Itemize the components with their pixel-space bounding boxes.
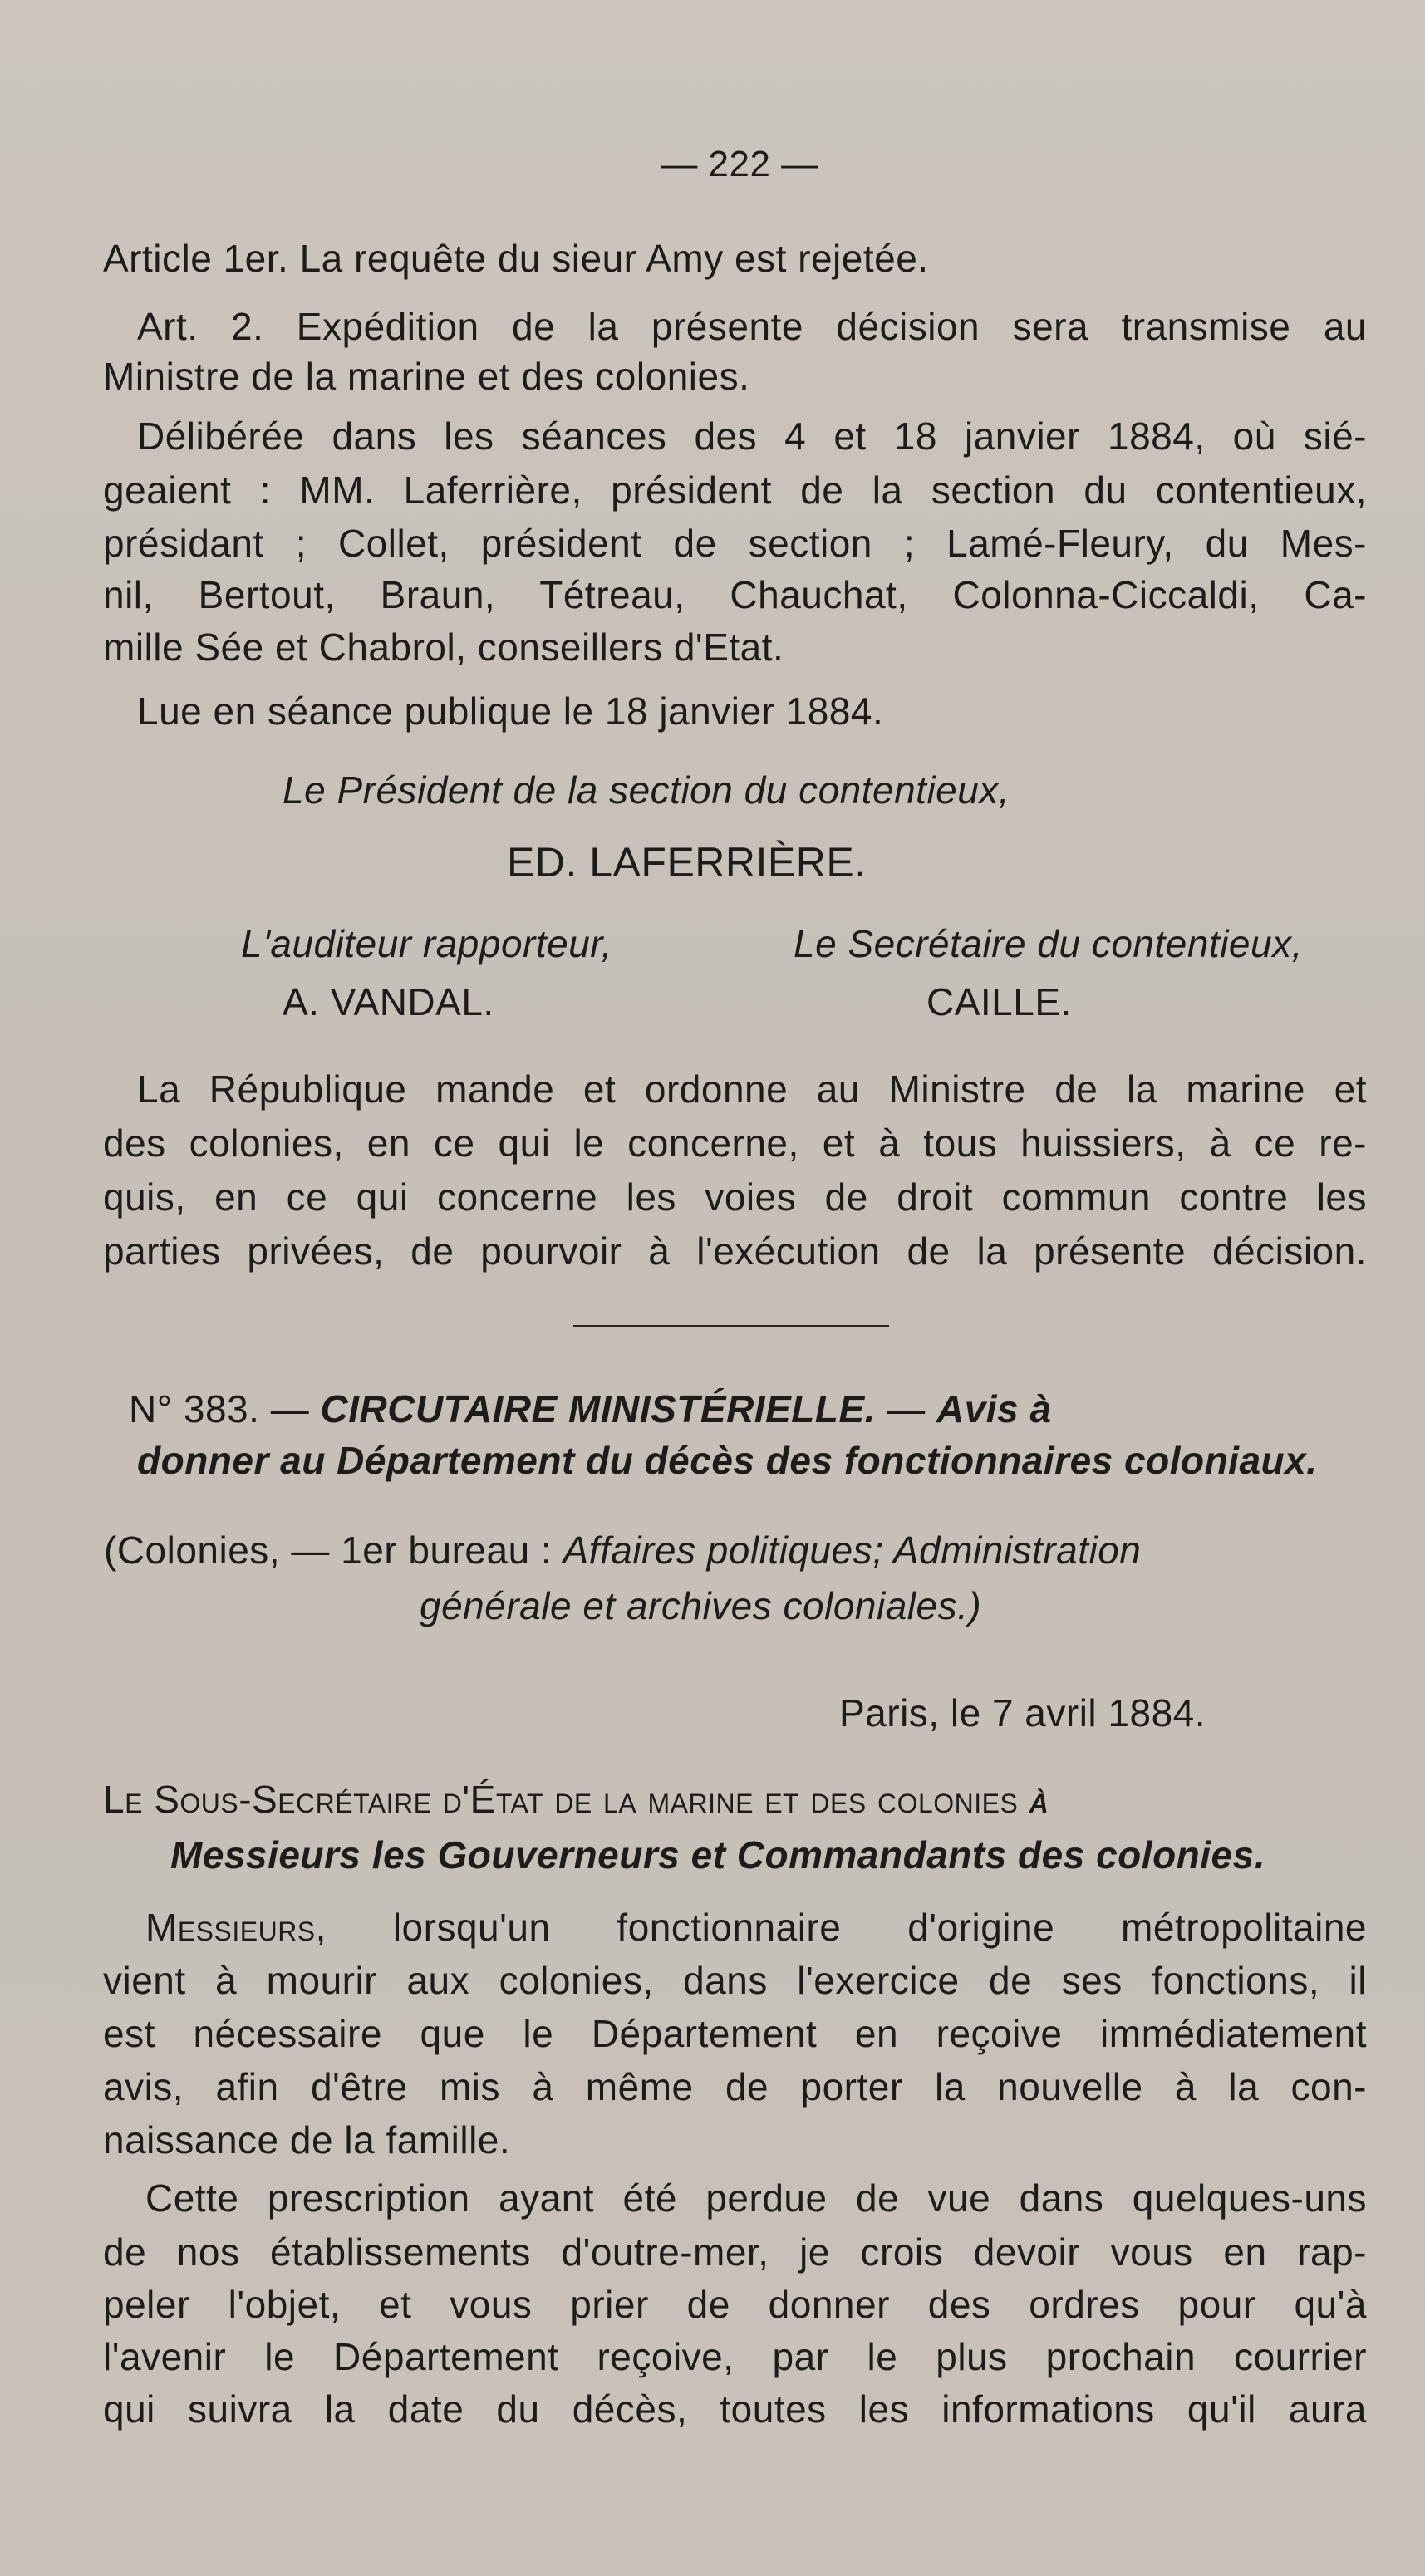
order-line-3: quis, en ce qui concerne les voies de droit commun contre les	[103, 1175, 1367, 1219]
body-line-1-text: , lorsqu'un fonctionnaire d'origine métropolitaine	[315, 1906, 1367, 1949]
circular-number: N° 383.	[129, 1387, 260, 1430]
decision-line-3: Ministre de la marine et des colonies.	[103, 355, 750, 398]
order-line-1: La République mande et ordonne au Ministre de la marine et	[137, 1067, 1367, 1111]
section-divider	[573, 1325, 889, 1327]
body-line-3: est nécessaire que le Département en reçoive immédiatement	[103, 2012, 1367, 2055]
dateline: Paris, le 7 avril 1884.	[839, 1691, 1206, 1735]
addressee-sender: Le Sous-Secrétaire d'État de la marine et des colonies	[103, 1778, 1019, 1821]
order-line-2: des colonies, en ce qui le concerne, et à tous huissiers, à ce re-	[103, 1121, 1367, 1165]
body-line-9: l'avenir le Département reçoive, par le plus prochain courrier	[103, 2335, 1367, 2378]
circular-type: CIRCUTAIRE MINISTÉRIELLE.	[320, 1387, 876, 1430]
circular-dash: —	[270, 1387, 310, 1430]
body-line-2: vient à mourir aux colonies, dans l'exercice de ses fonctions, il	[103, 1959, 1367, 2002]
decision-line-2: Art. 2. Expédition de la présente décision sera transmise au	[137, 305, 1367, 348]
decision-line-4: Délibérée dans les séances des 4 et 18 janvier 1884, où sié-	[137, 415, 1367, 458]
bureau-line-2: générale et archives coloniales.)	[420, 1584, 982, 1627]
body-line-7: de nos établissements d'outre-mer, je crois devoir vous en rap-	[103, 2230, 1367, 2274]
body-line-4: avis, afin d'être mis à même de porter la nouvelle à la con-	[103, 2065, 1367, 2108]
circular-heading-line-1	[129, 1386, 1367, 1432]
circular-dash-2: —	[887, 1387, 926, 1430]
body-line-5: naissance de la famille.	[103, 2118, 511, 2161]
circular-subject-start: Avis à	[936, 1387, 1052, 1430]
salutation: Messieurs	[145, 1906, 316, 1949]
addressee-line-1	[103, 1776, 1367, 1823]
bureau-line-1	[104, 1527, 1367, 1573]
body-line-1	[145, 1904, 1367, 1950]
circular-heading-line-2: donner au Département du décès des fonctionnaires coloniaux.	[137, 1439, 1318, 1482]
decision-line-5: geaient : MM. Laferrière, président de la section du contentieux,	[103, 469, 1367, 512]
secretary-title: Le Secrétaire du contentieux,	[794, 922, 1303, 965]
bureau-prefix: (Colonies, — 1er bureau :	[104, 1528, 553, 1572]
president-title: Le Président de la section du contentieux,	[283, 768, 1010, 812]
body-line-6: Cette prescription ayant été perdue de vue dans quelques-uns	[145, 2176, 1367, 2220]
body-line-10: qui suivra la date du décès, toutes les informations qu'il aura	[103, 2387, 1367, 2431]
bureau-affairs: Affaires politiques; Administration	[563, 1528, 1142, 1572]
order-line-4: parties privées, de pourvoir à l'exécution de la présente décision.	[103, 1229, 1367, 1273]
decision-line-7: nil, Bertout, Braun, Tétreau, Chauchat, Colonna-Ciccaldi, Ca-	[103, 573, 1367, 616]
addressee-line-2: Messieurs les Gouverneurs et Commandants des colonies.	[170, 1833, 1265, 1877]
secretary-name: CAILLE.	[926, 980, 1072, 1023]
president-name: ED. LAFERRIÈRE.	[507, 839, 867, 886]
decision-line-9: Lue en séance publique le 18 janvier 1884.	[137, 689, 884, 733]
decision-line-1: Article 1er. La requête du sieur Amy est rejetée.	[103, 237, 929, 280]
body-line-8: peler l'objet, et vous prier de donner des ordres pour qu'à	[103, 2283, 1367, 2326]
auditor-title: L'auditeur rapporteur,	[241, 922, 612, 965]
decision-line-6: présidant ; Collet, président de section ; Lamé-Fleury, du Mes-	[103, 522, 1367, 565]
addressee-a: à	[1029, 1778, 1049, 1821]
page-number: — 222 —	[661, 144, 818, 184]
auditor-name: A. VANDAL.	[283, 980, 494, 1023]
decision-line-8: mille Sée et Chabrol, conseillers d'Etat.	[103, 626, 784, 669]
